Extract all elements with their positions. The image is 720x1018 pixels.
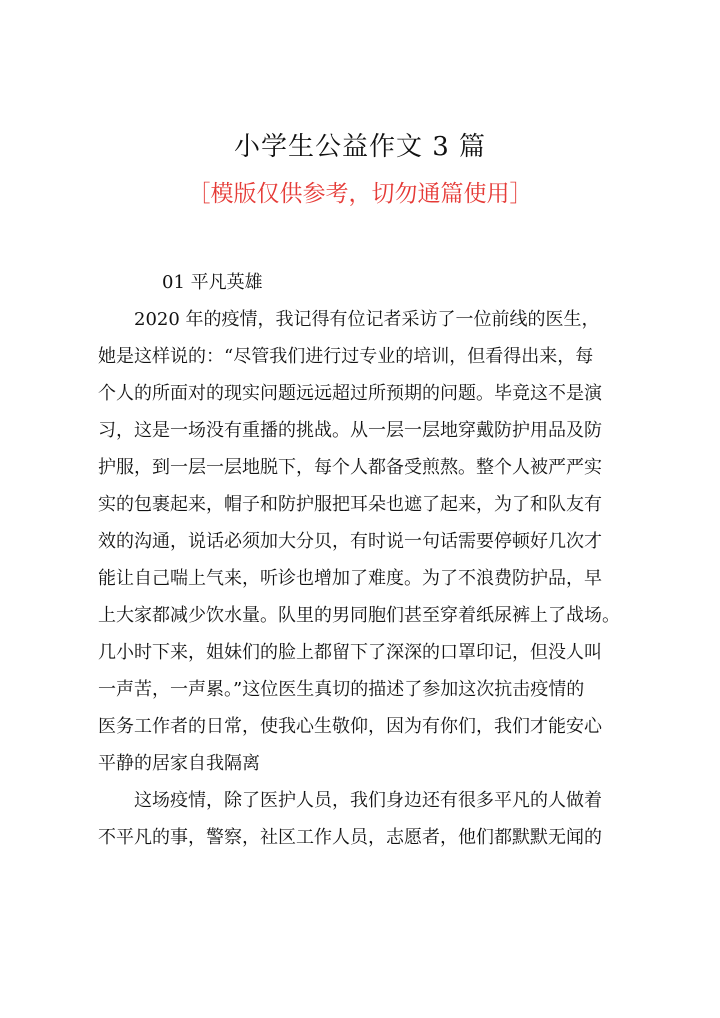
paragraph-line: 个人的所面对的现实问题远远超过所预期的问题。毕竟这不是演 bbox=[98, 383, 602, 404]
paragraph-line: 她是这样说的：“尽管我们进行过专业的培训，但看得出来，每 bbox=[98, 346, 594, 367]
paragraph-line: 几小时下来，姐妹们的脸上都留下了深深的口罩印记，但没人叫 bbox=[98, 642, 602, 663]
paragraph-line: 效的沟通，说话必须加大分贝，有时说一句话需要停顿好几次才 bbox=[98, 531, 602, 552]
paragraph-1 bbox=[98, 301, 638, 782]
paragraph-line: 平静的居家自我隔离 bbox=[98, 753, 260, 774]
template-disclaimer: ［模版仅供参考，切勿通篇使用］ bbox=[187, 181, 533, 207]
paragraph-line: 护服，到一层一层地脱下，每个人都备受煎熬。整个人被严严实 bbox=[98, 457, 602, 478]
paragraph-line: 实的包裹起来，帽子和防护服把耳朵也遮了起来，为了和队友有 bbox=[98, 494, 602, 515]
section-heading: 01 平凡英雄 bbox=[162, 272, 263, 293]
paragraph-line: 这场疫情，除了医护人员，我们身边还有很多平凡的人做着 bbox=[134, 790, 602, 811]
paragraph-line: 2020 年的疫情，我记得有位记者采访了一位前线的医生， bbox=[134, 309, 600, 330]
document-title: 小学生公益作文 3 篇 bbox=[233, 132, 487, 162]
paragraph-line: 不平凡的事，警察，社区工作人员，志愿者，他们都默默无闻的 bbox=[98, 827, 602, 848]
paragraph-line: 医务工作者的日常，使我心生敬仰，因为有你们，我们才能安心 bbox=[98, 716, 602, 737]
paragraph-line: 习，这是一场没有重播的挑战。从一层一层地穿戴防护用品及防 bbox=[98, 420, 602, 441]
paragraph-line: 上大家都减少饮水量。队里的男同胞们甚至穿着纸尿裤上了战场。 bbox=[98, 605, 620, 626]
document-body bbox=[98, 264, 638, 856]
paragraph-2 bbox=[98, 782, 638, 856]
paragraph-line: 一声苦，一声累。”这位医生真切的描述了参加这次抗击疫情的 bbox=[98, 679, 585, 700]
paragraph-line: 能让自己喘上气来，听诊也增加了难度。为了不浪费防护品，早 bbox=[98, 568, 602, 589]
